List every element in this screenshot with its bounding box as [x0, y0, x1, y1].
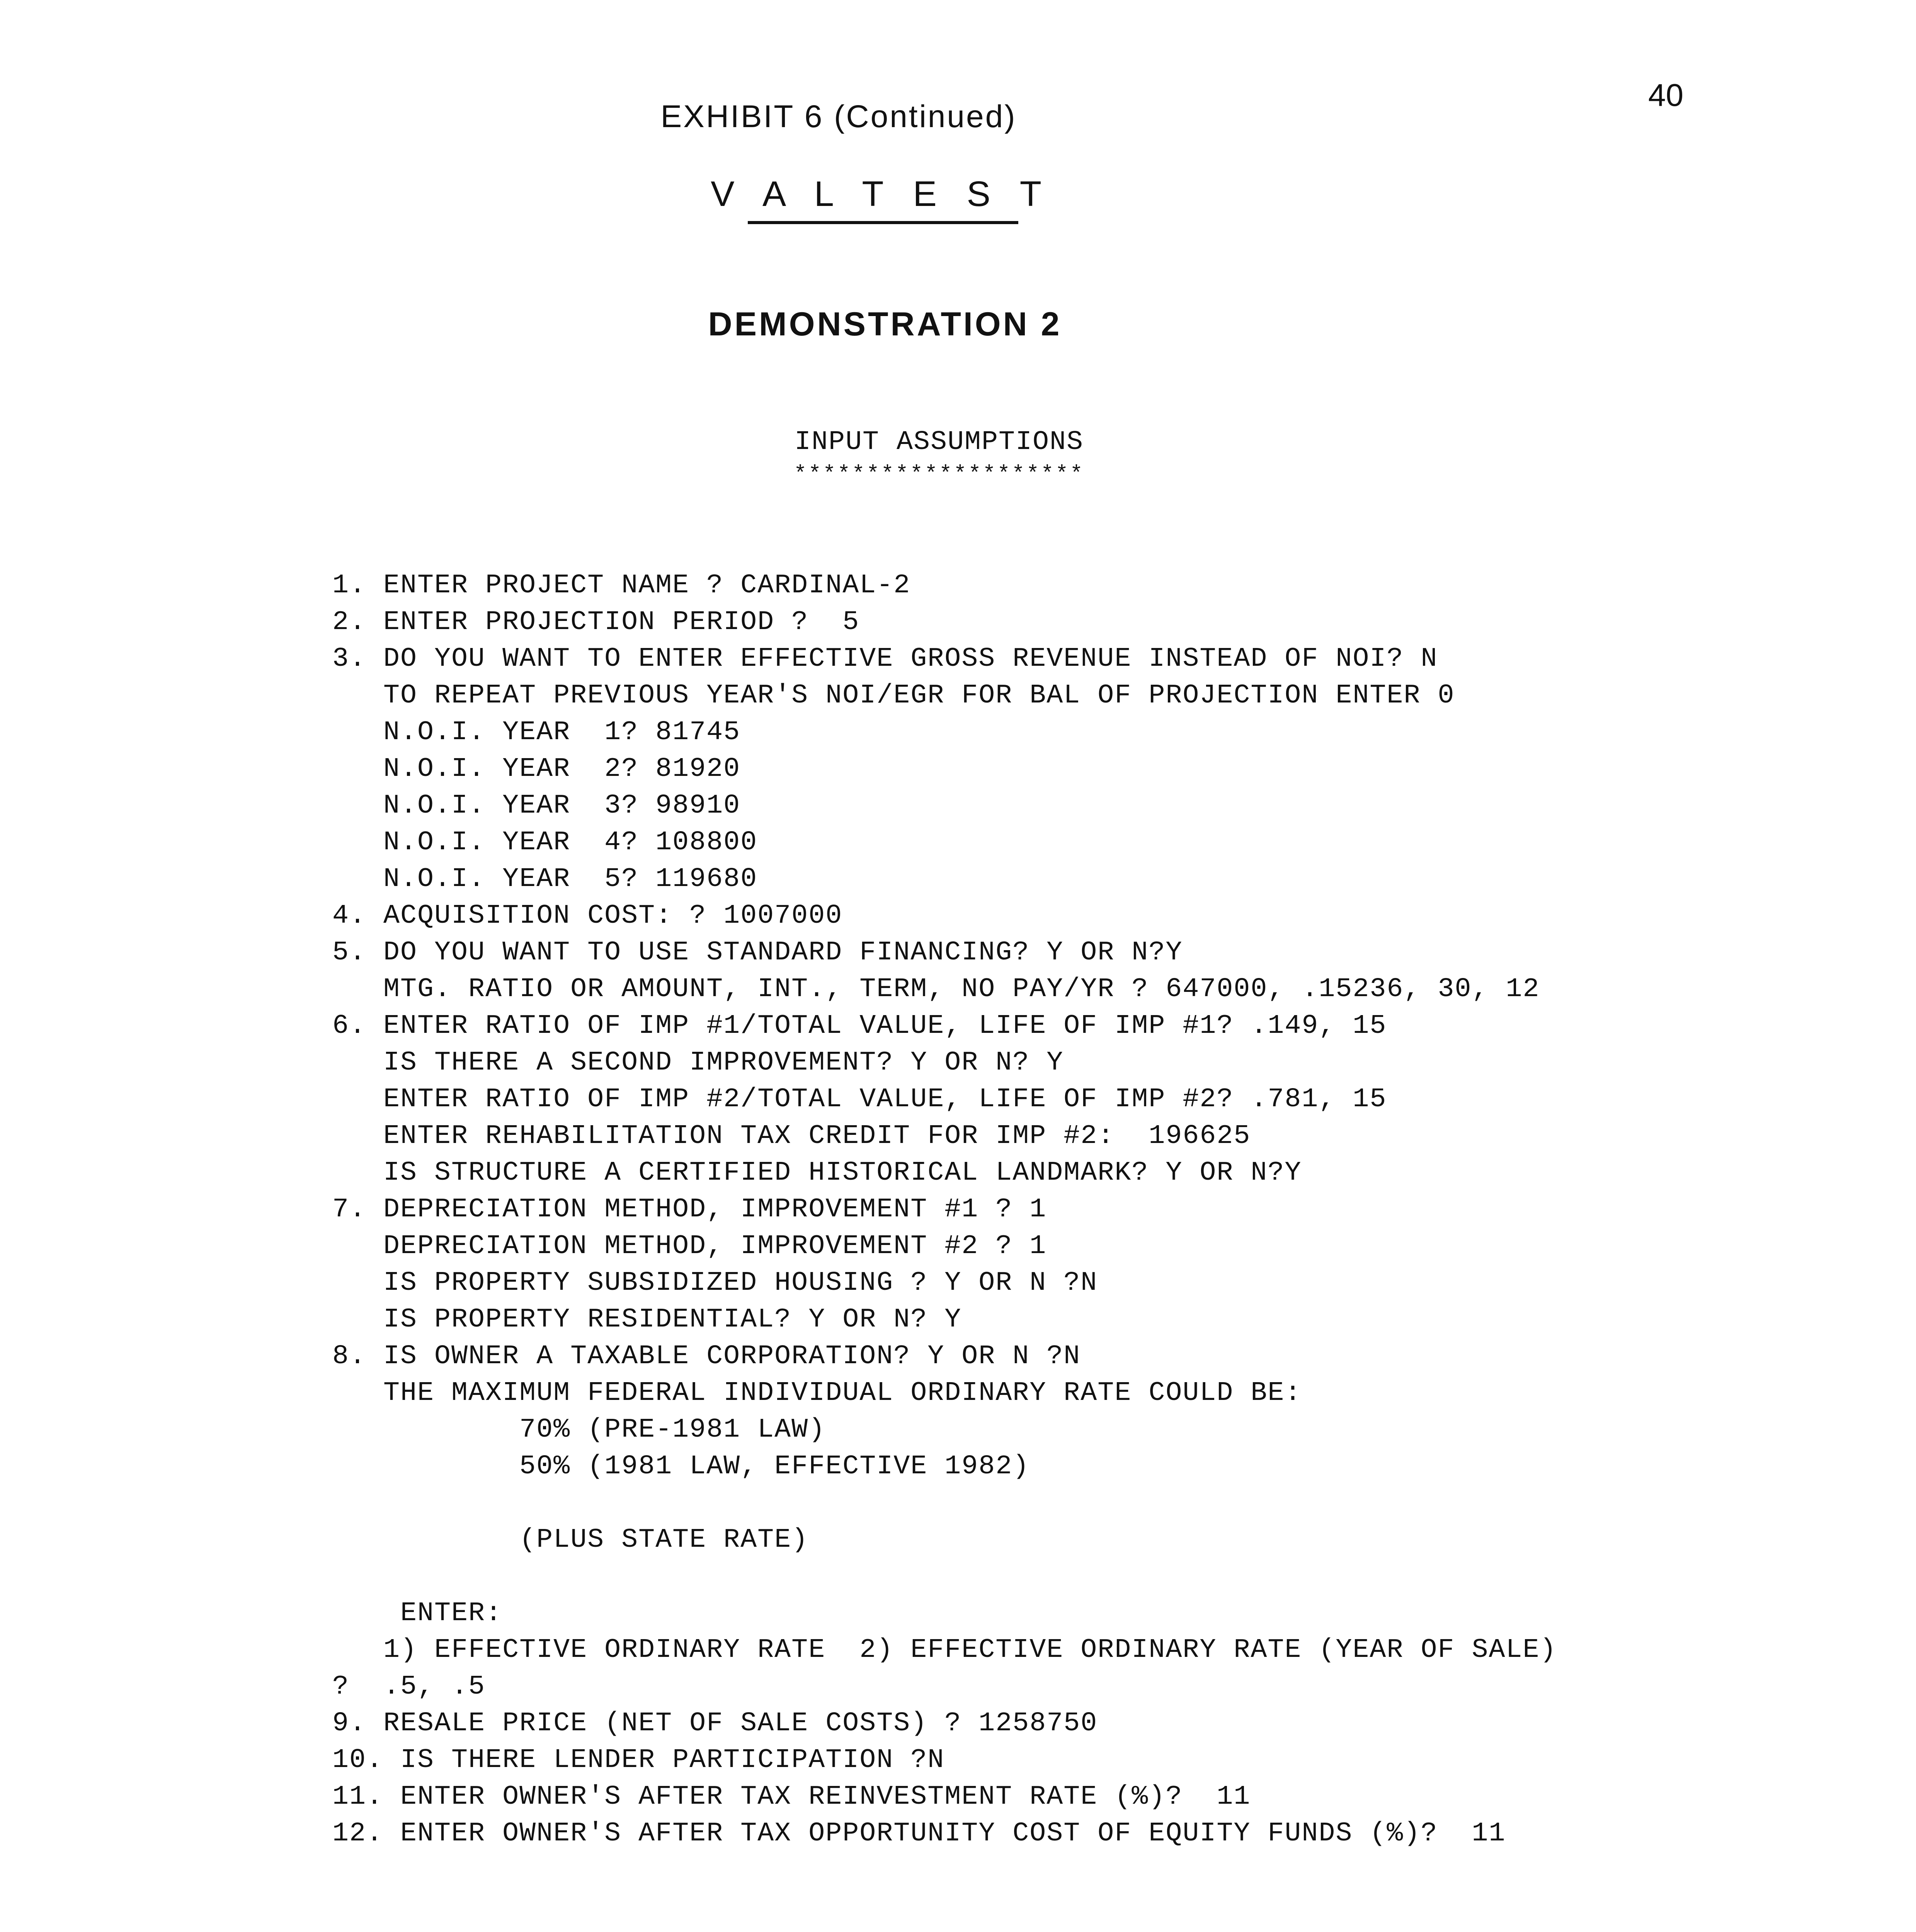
transcript-line: 10. IS THERE LENDER PARTICIPATION ?N	[332, 1745, 945, 1776]
transcript-line: ? .5, .5	[332, 1672, 486, 1702]
transcript-line: 8. IS OWNER A TAXABLE CORPORATION? Y OR N ?N	[332, 1341, 1081, 1372]
transcript-line: TO REPEAT PREVIOUS YEAR'S NOI/EGR FOR BAL OF PROJECTION ENTER 0	[332, 680, 1455, 711]
transcript-line: 1) EFFECTIVE ORDINARY RATE 2) EFFECTIVE ORDINARY RATE (YEAR OF SALE)	[332, 1635, 1557, 1665]
transcript-line: IS PROPERTY RESIDENTIAL? Y OR N? Y	[332, 1304, 962, 1335]
transcript-line: 11. ENTER OWNER'S AFTER TAX REINVESTMENT RATE (%)? 11	[332, 1782, 1251, 1812]
transcript-line: 1. ENTER PROJECT NAME ? CARDINAL-2	[332, 570, 911, 601]
transcript-line: 50% (1981 LAW, EFFECTIVE 1982)	[332, 1451, 1030, 1482]
transcript-line: (PLUS STATE RATE)	[332, 1525, 809, 1555]
transcript-line: ENTER REHABILITATION TAX CREDIT FOR IMP #2: 196625	[332, 1121, 1251, 1151]
transcript-line: N.O.I. YEAR 4? 108800	[332, 827, 758, 858]
transcript-line: ENTER:	[332, 1598, 503, 1629]
transcript-line: 4. ACQUISITION COST: ? 1007000	[332, 901, 843, 931]
transcript-line: ENTER RATIO OF IMP #2/TOTAL VALUE, LIFE OF IMP #2? .781, 15	[332, 1084, 1387, 1115]
transcript-line: IS PROPERTY SUBSIDIZED HOUSING ? Y OR N ?N	[332, 1268, 1098, 1298]
transcript-line: 5. DO YOU WANT TO USE STANDARD FINANCING? Y OR N?Y	[332, 937, 1183, 968]
transcript-line: 3. DO YOU WANT TO ENTER EFFECTIVE GROSS REVENUE INSTEAD OF NOI? N	[332, 644, 1438, 674]
transcript-line: N.O.I. YEAR 5? 119680	[332, 864, 758, 895]
section-underline: ********************	[793, 462, 1085, 486]
transcript-line: 7. DEPRECIATION METHOD, IMPROVEMENT #1 ? 1	[332, 1194, 1047, 1225]
transcript-line: N.O.I. YEAR 1? 81745	[332, 717, 741, 748]
exhibit-title: EXHIBIT 6 (Continued)	[660, 99, 1017, 134]
transcript-line: IS STRUCTURE A CERTIFIED HISTORICAL LANDMARK? Y OR N?Y	[332, 1158, 1302, 1188]
transcript-line: MTG. RATIO OR AMOUNT, INT., TERM, NO PAY/YR ? 647000, .15236, 30, 12	[332, 974, 1540, 1005]
transcript-line	[332, 1558, 1557, 1595]
transcript-line: 2. ENTER PROJECTION PERIOD ? 5	[332, 607, 860, 638]
transcript-line: 9. RESALE PRICE (NET OF SALE COSTS) ? 1258750	[332, 1708, 1098, 1739]
transcript-line: THE MAXIMUM FEDERAL INDIVIDUAL ORDINARY RATE COULD BE:	[332, 1378, 1302, 1408]
transcript-line: 6. ENTER RATIO OF IMP #1/TOTAL VALUE, LIFE OF IMP #1? .149, 15	[332, 1011, 1387, 1041]
transcript-line: 70% (PRE-1981 LAW)	[332, 1415, 826, 1445]
transcript-line: IS THERE A SECOND IMPROVEMENT? Y OR N? Y	[332, 1048, 1064, 1078]
program-name-heading: V A L T E S T	[711, 174, 1052, 214]
transcript-line: N.O.I. YEAR 3? 98910	[332, 791, 741, 821]
heading-underline	[748, 221, 1018, 224]
demonstration-heading: DEMONSTRATION 2	[708, 306, 1062, 343]
transcript-line: 12. ENTER OWNER'S AFTER TAX OPPORTUNITY COST OF EQUITY FUNDS (%)? 11	[332, 1818, 1506, 1849]
transcript-line	[332, 1485, 1557, 1522]
page-number: 40	[1648, 78, 1684, 113]
transcript-line: N.O.I. YEAR 2? 81920	[332, 754, 741, 784]
transcript-line: DEPRECIATION METHOD, IMPROVEMENT #2 ? 1	[332, 1231, 1047, 1262]
section-heading: INPUT ASSUMPTIONS	[794, 427, 1084, 457]
input-transcript	[332, 567, 1557, 1852]
